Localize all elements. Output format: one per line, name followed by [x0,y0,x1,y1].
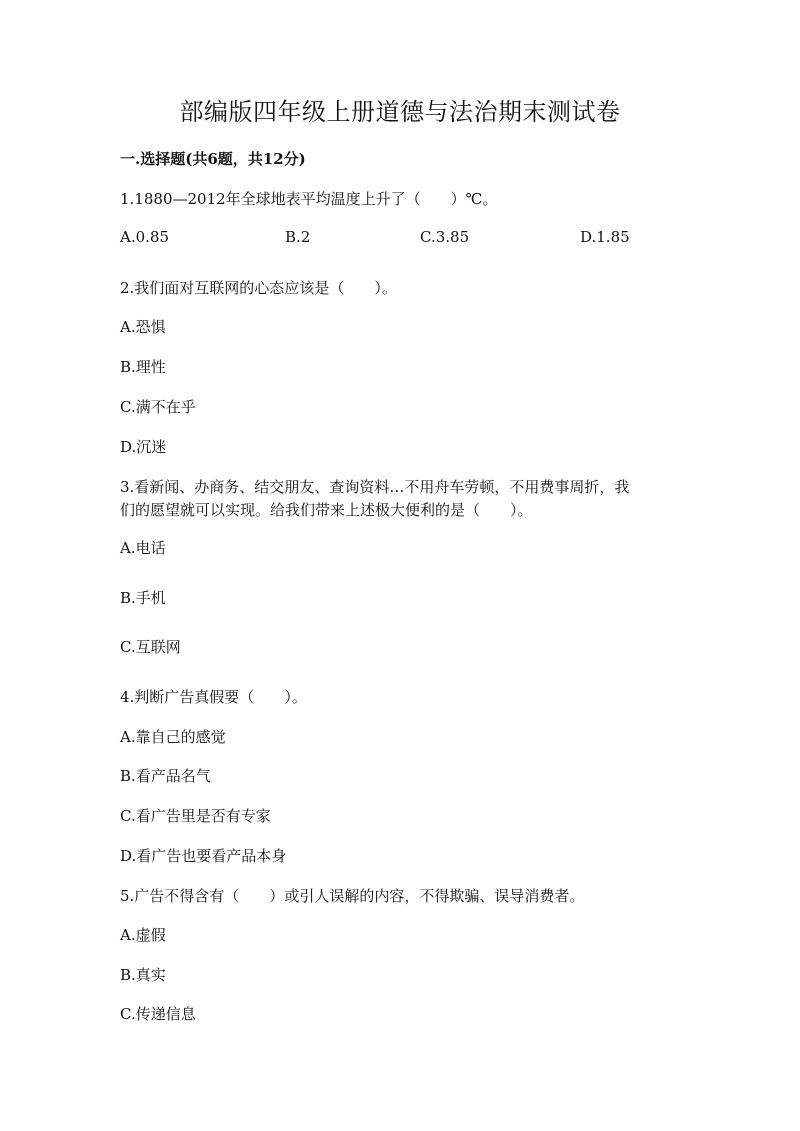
question-4-option-c: C.看广告里是否有专家 [120,807,271,825]
question-3-option-b: B.手机 [120,589,166,607]
question-4-option-b: B.看产品名气 [120,767,211,785]
question-1-option-c: C.3.85 [420,228,470,246]
question-2-stem: 2.我们面对互联网的心态应该是（ ）。 [120,279,397,297]
question-5-option-b: B.真实 [120,966,166,984]
page-title: 部编版四年级上册道德与法治期末测试卷 [179,98,621,126]
question-3-stem-line-1: 3.看新闻、办商务、结交朋友、查询资料…不用舟车劳顿，不用费事周折，我 [120,478,630,496]
question-4-option-a: A.靠自己的感觉 [120,728,226,746]
question-1-option-b: B.2 [285,228,311,246]
question-5-option-a: A.虚假 [120,926,166,944]
question-5-stem: 5.广告不得含有（ ）或引人误解的内容，不得欺骗、误导消费者。 [120,887,585,905]
question-1-option-a: A.0.85 [120,228,169,246]
question-1-options [120,225,700,249]
question-4-option-d: D.看广告也要看产品本身 [120,847,287,865]
question-1-option-d: D.1.85 [580,228,630,246]
question-2-option-b: B.理性 [120,358,166,376]
question-1-stem: 1.1880—2012年全球地表平均温度上升了（ ）℃。 [120,190,498,208]
question-2-option-d: D.沉迷 [120,438,167,456]
question-3-option-a: A.电话 [120,539,166,557]
question-4-stem: 4.判断广告真假要（ ）。 [120,688,307,706]
question-2-option-c: C.满不在乎 [120,398,196,416]
section-heading: 一.选择题(共6题，共12分) [120,150,306,168]
question-3-option-c: C.互联网 [120,638,181,656]
question-5-option-c: C.传递信息 [120,1005,196,1023]
question-2-option-a: A.恐惧 [120,318,166,336]
question-3-stem-line-2: 们的愿望就可以实现。给我们带来上述极大便利的是（ ）。 [120,501,533,519]
